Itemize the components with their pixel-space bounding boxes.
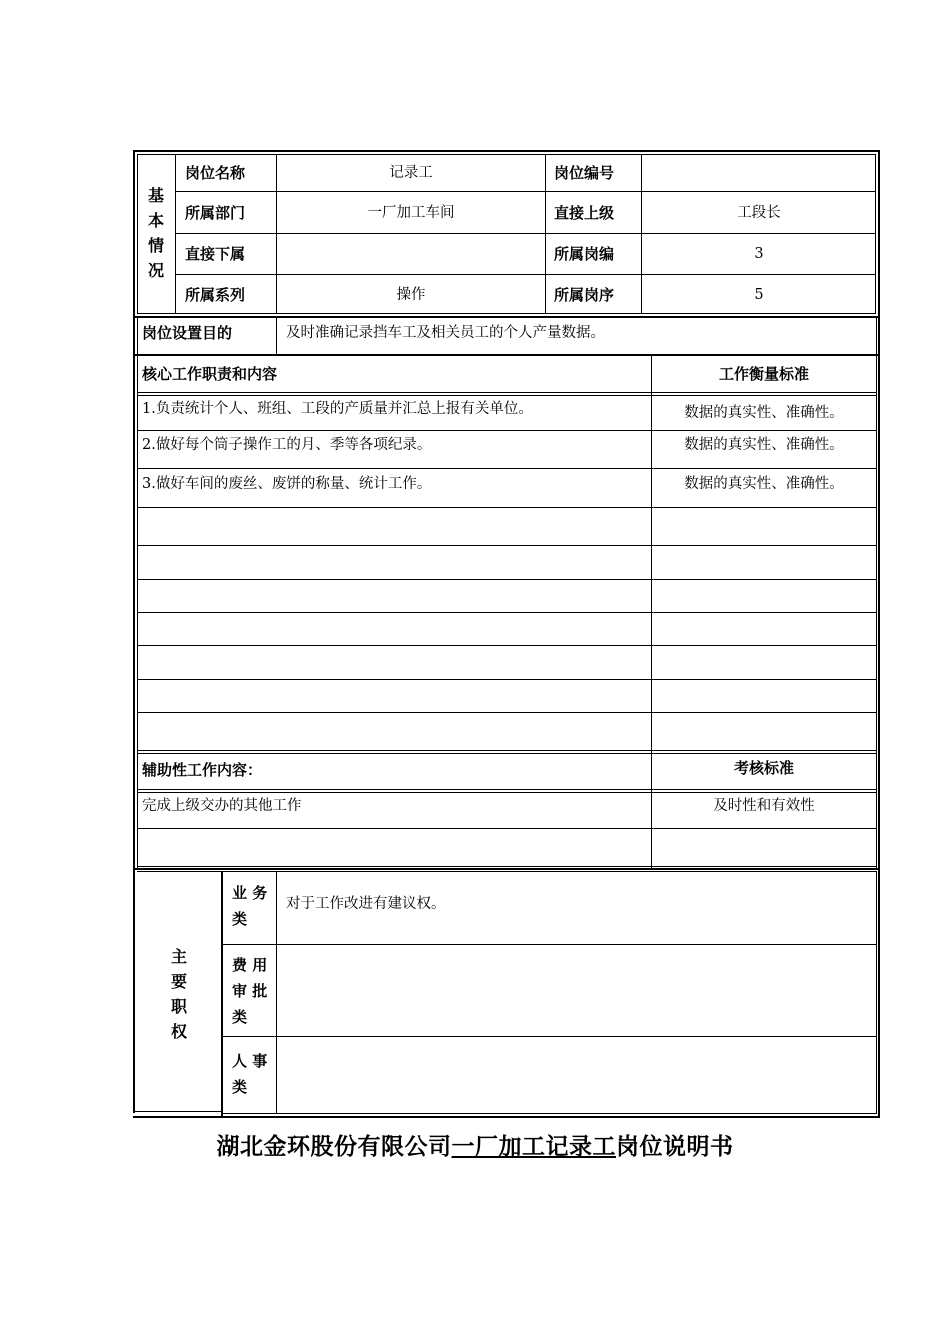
sequence-label: 所属岗序 — [554, 285, 615, 304]
aux-header-standard: 考核标准 — [733, 759, 794, 777]
expense-authority-label — [232, 952, 276, 1030]
expense-label-line: 审 批 — [232, 982, 268, 1000]
authority-label-char: 主 — [170, 947, 187, 966]
title-prefix: 湖北金环股份有限公司 — [216, 1134, 452, 1160]
core-duty-row — [142, 580, 647, 612]
core-duty-row — [142, 546, 647, 579]
core-header-duties: 核心工作职责和内容 — [142, 365, 278, 383]
title-suffix: 岗位说明书 — [616, 1134, 734, 1160]
expense-label-line: 类 — [232, 1008, 248, 1026]
business-label-line: 类 — [232, 910, 248, 928]
purpose-value: 及时准确记录挡车工及相关员工的个人产量数据。 — [286, 325, 605, 341]
core-duty-row — [142, 646, 647, 679]
business-authority-value: 对于工作改进有建议权。 — [286, 896, 446, 912]
business-label-line: 业 务 — [232, 884, 268, 902]
series-value: 操作 — [396, 286, 426, 303]
authority-section-label — [137, 944, 221, 1044]
basic-label-char: 情 — [147, 236, 164, 255]
personnel-authority-value — [286, 1056, 874, 1080]
subordinate-label: 直接下属 — [185, 245, 246, 263]
core-standard-row: 数据的真实性、准确性。 — [684, 437, 844, 453]
personnel-label-line: 人 事 — [232, 1052, 268, 1070]
basic-label-char: 本 — [147, 211, 164, 230]
purpose-label: 岗位设置目的 — [142, 324, 233, 342]
core-duty-row — [142, 613, 647, 645]
series-label: 所属系列 — [185, 285, 246, 304]
core-duty-row: 1.负责统计个人、班组、工段的产质量并汇总上报有关单位。 — [142, 401, 533, 417]
sequence-value: 5 — [754, 286, 764, 303]
aux-header-duties: 辅助性工作内容： — [142, 761, 263, 779]
expense-label-line: 费 用 — [232, 956, 268, 974]
post-name-value: 记录工 — [389, 164, 433, 181]
superior-label: 直接上级 — [554, 203, 615, 222]
business-authority-label — [232, 880, 276, 932]
basic-label-char: 基 — [147, 186, 164, 205]
dept-label: 所属部门 — [185, 203, 246, 222]
expense-authority-value — [286, 960, 874, 984]
authority-label-char: 要 — [170, 972, 187, 991]
authority-label-char: 职 — [170, 997, 187, 1016]
authority-label-char: 权 — [170, 1022, 187, 1041]
core-header-standard: 工作衡量标准 — [718, 365, 809, 383]
core-standard-row: 数据的真实性、准确性。 — [684, 476, 844, 492]
subordinate-value — [277, 234, 545, 274]
core-duty-row: 3.做好车间的废丝、废饼的称量、统计工作。 — [142, 476, 432, 492]
core-standard-row: 数据的真实性、准确性。 — [684, 405, 844, 421]
post-name-label: 岗位名称 — [185, 163, 246, 182]
post-code-value — [642, 154, 876, 191]
superior-value: 工段长 — [737, 204, 781, 221]
personnel-authority-label — [232, 1048, 276, 1100]
document-title — [0, 1128, 950, 1161]
basic-label-char: 况 — [147, 261, 164, 280]
post-code-label: 岗位编号 — [554, 163, 615, 182]
dept-value: 一厂加工车间 — [367, 204, 455, 221]
aux-standard-row: 及时性和有效性 — [713, 798, 815, 814]
core-duty-row: 2.做好每个筒子操作工的月、季等各项纪录。 — [142, 437, 432, 453]
aux-duty-row — [142, 829, 647, 867]
headcount-label: 所属岗编 — [554, 245, 615, 263]
title-post: 一厂加工记录工 — [451, 1134, 616, 1160]
core-duty-row — [142, 680, 647, 712]
aux-duty-row: 完成上级交办的其他工作 — [142, 798, 302, 814]
core-duty-row — [142, 508, 647, 545]
headcount-value: 3 — [754, 246, 764, 262]
personnel-label-line: 类 — [232, 1078, 248, 1096]
basic-section-label — [138, 183, 174, 283]
